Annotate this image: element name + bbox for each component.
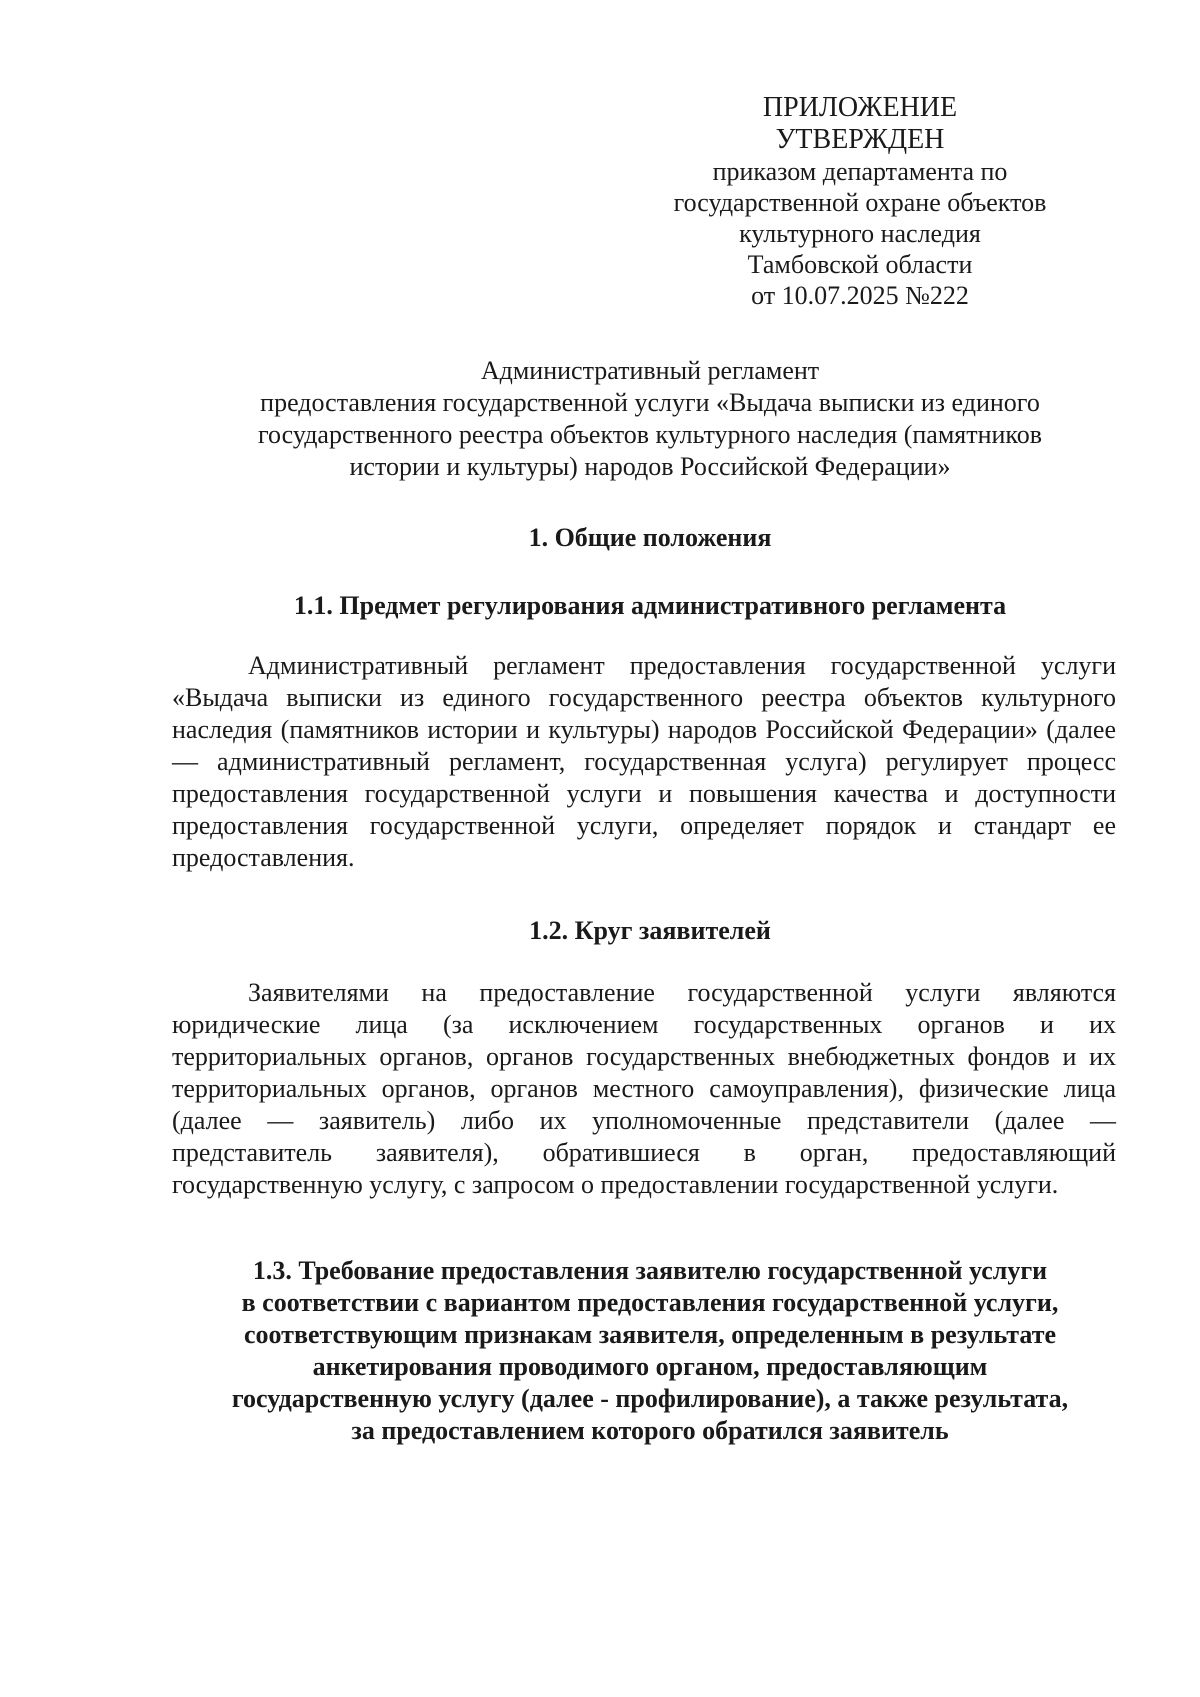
approval-date-number: от 10.07.2025 №222: [751, 281, 969, 310]
section-1-3-line-1: 1.3. Требование предоставления заявителю государственной услуги: [252, 1256, 1048, 1285]
title-line-2: предоставления государственной услуги «Выдача выписки из единого: [260, 388, 1040, 417]
approval-stamp: [640, 92, 1080, 311]
section-1-3-heading: [170, 1255, 1130, 1447]
approval-region-line: Тамбовской области: [747, 250, 973, 279]
section-1-heading: 1. Общие положения: [528, 523, 772, 552]
title-line-3: государственного реестра объектов культурного наследия (памятников: [257, 420, 1043, 449]
title-line-1: Административный регламент: [480, 356, 820, 385]
approved-label: УТВЕРЖДЕН: [775, 124, 945, 155]
section-1-2-heading: 1.2. Круг заявителей: [529, 916, 771, 945]
approval-department-line: государственной охране объектов: [673, 188, 1047, 217]
section-1-1-heading: 1.1. Предмет регулирования административного регламента: [293, 591, 1007, 620]
document-title: [170, 355, 1130, 483]
approval-heritage-line: культурного наследия: [739, 219, 981, 248]
title-line-4: истории и культуры) народов Российской Федерации»: [349, 452, 951, 481]
approval-label: ПРИЛОЖЕНИЕ: [762, 92, 958, 123]
section-1-3-line-5: государственную услугу (далее - профилирование), а также результата,: [231, 1384, 1069, 1413]
section-1-1-text: Административный регламент предоставления государственной услуги «Выдача выписки из единого государственного реестра объектов культурного наследия (памятников истории и культуры) народов Российской Федерации» (далее — административный регламент, государственная услуга) регулирует процесс предоставления государственной услуги и повышения качества и доступности предоставления государственной услуги, определяет порядок и стандарт ее предоставления.: [172, 651, 1116, 872]
section-1-3-line-4: анкетирования проводимого органом, предоставляющим: [312, 1352, 988, 1381]
section-1-3-line-3: соответствующим признакам заявителя, определенным в результате: [243, 1320, 1057, 1349]
section-1-2-text: Заявителями на предоставление государственной услуги являются юридические лица (за исключением государственных органов и их территориальных органов, органов государственных внебюджетных фондов и их территориальных органов, органов местного самоуправления), физические лица (далее — заявитель) либо их уполномоченные представители (далее — представитель заявителя), обратившиеся в орган, предоставляющий государственную услугу, с запросом о предоставлении государственной услуги.: [172, 978, 1116, 1199]
section-1-3-line-6: за предоставлением которого обратился заявитель: [351, 1416, 949, 1445]
approval-order-line: приказом департамента по: [712, 157, 1008, 186]
section-1-3-line-2: в соответствии с вариантом предоставления государственной услуги,: [241, 1288, 1059, 1317]
